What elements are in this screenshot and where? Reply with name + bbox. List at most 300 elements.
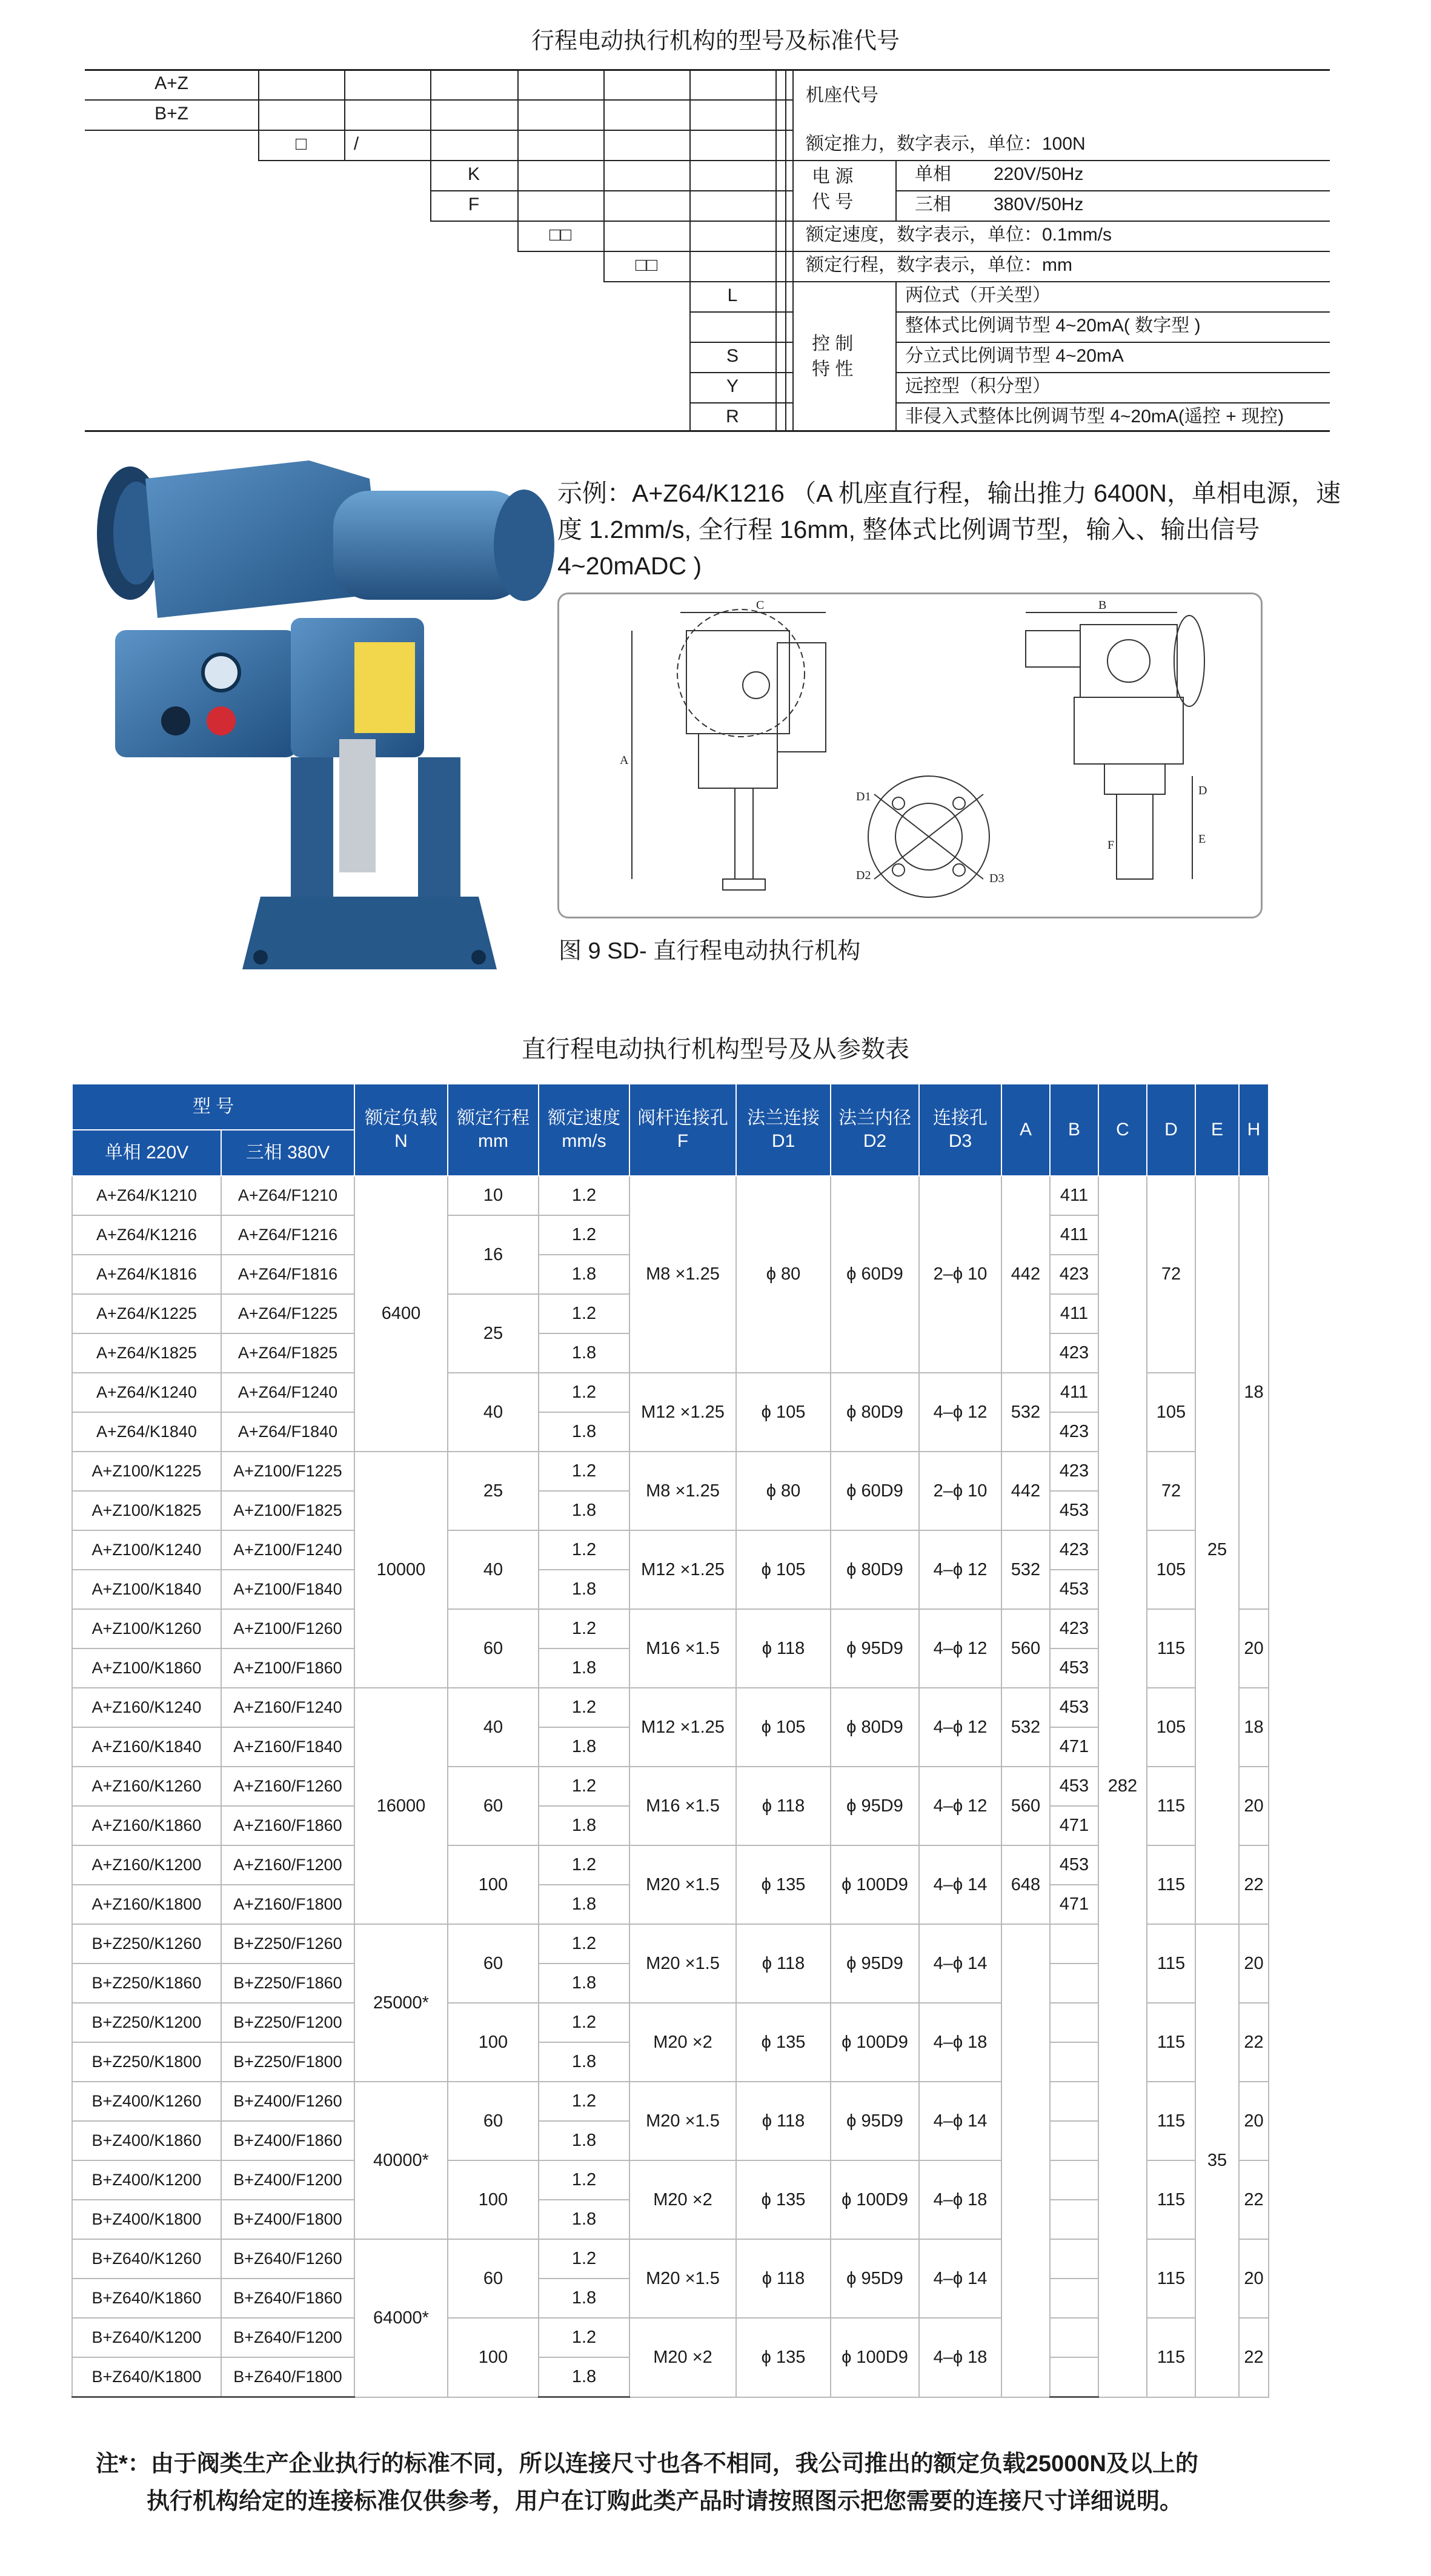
cell-model-single: A+Z64/K1825 [72, 1333, 221, 1373]
cell-inner: ϕ 95D9 [831, 1609, 919, 1688]
dimension-drawing [557, 593, 1263, 918]
cell-b [1050, 2239, 1098, 2279]
cell-b [1050, 2200, 1098, 2239]
dim-label-f: F [1107, 838, 1115, 852]
cell-model-three: B+Z640/F1260 [221, 2239, 354, 2279]
cell-model-single: A+Z160/K1840 [72, 1727, 221, 1767]
cell-stem: M12 ×1.25 [629, 1373, 736, 1452]
cell-a: 648 [1001, 1845, 1050, 1924]
example-text: 示例：A+Z64/K1216 （A 机座直行程，输出推力 6400N，单相电源，速度 1.2mm/s, 全行程 16mm, 整体式比例调节型，输入、输出信号 4~20mADC ) [557, 479, 1341, 580]
cell-speed: 1.2 [539, 1688, 629, 1727]
cell-hole: 4–ϕ 14 [919, 1845, 1001, 1924]
cell-stem: M20 ×2 [629, 2318, 736, 2397]
cell-stem: M20 ×1.5 [629, 2082, 736, 2160]
th-load [354, 1084, 448, 1176]
cell-speed: 1.8 [539, 1885, 629, 1924]
cell-b: 411 [1050, 1373, 1098, 1412]
cell-c: 282 [1098, 1176, 1147, 2397]
cell-b: 453 [1050, 1688, 1098, 1727]
th-e: E [1195, 1084, 1239, 1176]
cell-b: 453 [1050, 1767, 1098, 1806]
cell-d: 115 [1147, 2239, 1195, 2318]
table-row [72, 2082, 1269, 2121]
code-r: R [726, 407, 739, 427]
dim-label-b: B [1098, 599, 1107, 612]
cell-speed: 1.2 [539, 2082, 629, 2121]
cell-flange: ϕ 105 [736, 1373, 831, 1452]
cell-model-three: A+Z100/F1860 [221, 1648, 354, 1688]
cell-model-single: B+Z640/K1260 [72, 2239, 221, 2279]
cell-b: 411 [1050, 1294, 1098, 1333]
cell-b: 423 [1050, 1452, 1098, 1491]
cell-flange: ϕ 118 [736, 1767, 831, 1845]
cell-hole: 4–ϕ 14 [919, 2239, 1001, 2318]
cell-b [1050, 2082, 1098, 2121]
th-stem-unit: F [677, 1131, 689, 1151]
desc-ctrl-integral: 整体式比例调节型 4~20mA( 数字型 ) [905, 316, 1201, 336]
model-code-diagram [0, 0, 1431, 436]
cell-speed: 1.8 [539, 1648, 629, 1688]
cell-inner: ϕ 60D9 [831, 1452, 919, 1530]
cell-b: 453 [1050, 1845, 1098, 1885]
code-thrust-box: □ [295, 134, 307, 154]
cell-stem: M20 ×1.5 [629, 1845, 736, 1924]
cell-speed: 1.8 [539, 1255, 629, 1294]
cell-flange: ϕ 80 [736, 1176, 831, 1373]
table-row [72, 2160, 1269, 2200]
cell-model-single: A+Z64/K1210 [72, 1176, 221, 1215]
cell-speed: 1.8 [539, 1727, 629, 1767]
cell-e: 25 [1195, 1176, 1239, 1924]
cell-d: 115 [1147, 1767, 1195, 1845]
desc-single-phase: 单相 [915, 164, 951, 184]
desc-ctrl-r: 非侵入式整体比例调节型 4~20mA(遥控 + 现控) [905, 407, 1284, 427]
cell-model-three: A+Z100/F1825 [221, 1491, 354, 1530]
th-c: C [1098, 1084, 1147, 1176]
cell-stem: M8 ×1.25 [629, 1452, 736, 1530]
cell-model-three: A+Z64/F1240 [221, 1373, 354, 1412]
cell-speed: 1.2 [539, 1294, 629, 1333]
th-stroke-unit: mm [478, 1131, 508, 1151]
cell-model-three: A+Z64/F1816 [221, 1255, 354, 1294]
cell-stroke: 10 [448, 1176, 539, 1215]
cell-model-three: B+Z640/F1800 [221, 2357, 354, 2397]
cell-b: 423 [1050, 1255, 1098, 1294]
cell-speed: 1.2 [539, 2239, 629, 2279]
cell-model-three: B+Z250/F1260 [221, 1924, 354, 1964]
cell-hole: 4–ϕ 12 [919, 1609, 1001, 1688]
cell-model-three: A+Z64/F1825 [221, 1333, 354, 1373]
cell-flange: ϕ 135 [736, 2160, 831, 2239]
dim-label-d: D [1198, 784, 1207, 797]
cell-speed: 1.8 [539, 2121, 629, 2160]
cell-model-single: B+Z400/K1860 [72, 2121, 221, 2160]
cell-b: 453 [1050, 1648, 1098, 1688]
cell-flange: ϕ 135 [736, 2003, 831, 2082]
cell-speed: 1.2 [539, 1373, 629, 1412]
cell-speed: 1.2 [539, 1924, 629, 1964]
table-row [72, 1924, 1269, 1964]
code-prefix-bz: B+Z [154, 104, 188, 124]
cell-hole: 4–ϕ 12 [919, 1530, 1001, 1609]
cell-d: 115 [1147, 2082, 1195, 2160]
cell-hole: 4–ϕ 18 [919, 2003, 1001, 2082]
cell-stem: M20 ×1.5 [629, 2239, 736, 2318]
dim-label-a: A [620, 754, 629, 767]
cell-hole: 4–ϕ 18 [919, 2160, 1001, 2239]
cell-h: 20 [1239, 1609, 1269, 1688]
cell-flange: ϕ 105 [736, 1688, 831, 1767]
cell-model-single: A+Z160/K1240 [72, 1688, 221, 1727]
th-inner [831, 1084, 919, 1176]
footnote [96, 2445, 1368, 2520]
cell-flange: ϕ 135 [736, 1845, 831, 1924]
cell-flange: ϕ 105 [736, 1530, 831, 1609]
cell-d: 115 [1147, 2160, 1195, 2239]
cell-load: 16000 [354, 1688, 448, 1924]
cell-stem: M20 ×1.5 [629, 1924, 736, 2003]
cell-stem: M12 ×1.25 [629, 1530, 736, 1609]
desc-control-1: 控 制 [812, 334, 854, 354]
th-flange [736, 1084, 831, 1176]
cell-model-single: A+Z160/K1260 [72, 1767, 221, 1806]
cell-d: 72 [1147, 1176, 1195, 1373]
cell-load: 40000* [354, 2082, 448, 2239]
table-row [72, 2003, 1269, 2042]
cell-load: 6400 [354, 1176, 448, 1452]
cell-model-three: A+Z64/F1225 [221, 1294, 354, 1333]
cell-d: 115 [1147, 1845, 1195, 1924]
cell-model-three: B+Z250/F1200 [221, 2003, 354, 2042]
desc-single-phase-spec: 220V/50Hz [994, 164, 1084, 184]
code-s: S [726, 346, 739, 366]
code-l: L [727, 285, 738, 305]
cell-stroke: 100 [448, 2003, 539, 2082]
cell-hole: 2–ϕ 10 [919, 1452, 1001, 1530]
th-hole-label: 连接孔 [933, 1108, 988, 1128]
cell-inner: ϕ 100D9 [831, 2003, 919, 2082]
cell-b [1050, 2121, 1098, 2160]
cell-hole: 4–ϕ 14 [919, 2082, 1001, 2160]
cell-stroke: 60 [448, 2239, 539, 2318]
th-three-phase: 三相 380V [221, 1130, 354, 1176]
th-load-label: 额定负载 [365, 1108, 437, 1128]
table-row [72, 1530, 1269, 1570]
table-row [72, 1688, 1269, 1727]
desc-three-phase: 三相 [915, 194, 951, 214]
desc-ctrl-s: 分立式比例调节型 4~20mA [905, 346, 1124, 366]
th-stroke [448, 1084, 539, 1176]
cell-speed: 1.8 [539, 2042, 629, 2082]
th-model: 型 号 [72, 1084, 354, 1130]
cell-model-single: B+Z250/K1860 [72, 1964, 221, 2003]
cell-speed: 1.8 [539, 1491, 629, 1530]
cell-b: 471 [1050, 1727, 1098, 1767]
th-stroke-label: 额定行程 [457, 1108, 530, 1128]
cell-model-single: A+Z100/K1260 [72, 1609, 221, 1648]
cell-model-three: A+Z64/F1210 [221, 1176, 354, 1215]
cell-speed: 1.8 [539, 1412, 629, 1452]
th-single-phase: 单相 220V [72, 1130, 221, 1176]
cell-model-single: B+Z250/K1260 [72, 1924, 221, 1964]
code-y: Y [726, 376, 739, 396]
cell-stroke: 40 [448, 1373, 539, 1452]
cell-model-single: B+Z640/K1800 [72, 2357, 221, 2397]
cell-inner: ϕ 80D9 [831, 1530, 919, 1609]
cell-model-three: B+Z250/F1860 [221, 1964, 354, 2003]
cell-model-three: A+Z160/F1240 [221, 1688, 354, 1727]
cell-model-three: A+Z160/F1840 [221, 1727, 354, 1767]
cell-model-single: A+Z64/K1225 [72, 1294, 221, 1333]
cell-model-three: A+Z160/F1260 [221, 1767, 354, 1806]
cell-model-single: A+Z160/K1800 [72, 1885, 221, 1924]
cell-d: 72 [1147, 1452, 1195, 1530]
desc-frame-code: 机座代号 [806, 85, 878, 105]
th-speed [539, 1084, 629, 1176]
cell-model-single: B+Z250/K1800 [72, 2042, 221, 2082]
cell-a: 560 [1001, 1767, 1050, 1845]
cell-speed: 1.8 [539, 1964, 629, 2003]
cell-speed: 1.8 [539, 1333, 629, 1373]
cell-model-three: B+Z250/F1800 [221, 2042, 354, 2082]
cell-model-three: A+Z64/F1840 [221, 1412, 354, 1452]
th-h: H [1239, 1084, 1269, 1176]
cell-hole: 4–ϕ 12 [919, 1767, 1001, 1845]
th-d: D [1147, 1084, 1195, 1176]
cell-stroke: 60 [448, 1609, 539, 1688]
th-flange-unit: D1 [771, 1131, 795, 1151]
cell-model-single: B+Z400/K1260 [72, 2082, 221, 2121]
cell-stem: M12 ×1.25 [629, 1688, 736, 1767]
cell-speed: 1.8 [539, 2200, 629, 2239]
cell-flange: ϕ 118 [736, 1609, 831, 1688]
cell-speed: 1.8 [539, 2357, 629, 2397]
cell-speed: 1.2 [539, 1609, 629, 1648]
cell-inner: ϕ 100D9 [831, 2160, 919, 2239]
cell-h: 22 [1239, 2318, 1269, 2397]
table-row [72, 2318, 1269, 2357]
cell-stroke: 40 [448, 1688, 539, 1767]
cell-h: 20 [1239, 2082, 1269, 2160]
cell-inner: ϕ 100D9 [831, 2318, 919, 2397]
cell-stroke: 60 [448, 1767, 539, 1845]
cell-model-single: A+Z100/K1860 [72, 1648, 221, 1688]
cell-d: 105 [1147, 1373, 1195, 1452]
cell-flange: ϕ 135 [736, 2318, 831, 2397]
desc-control-2: 特 性 [812, 359, 854, 379]
cell-model-three: A+Z100/F1260 [221, 1609, 354, 1648]
cell-speed: 1.8 [539, 1806, 629, 1845]
cell-flange: ϕ 118 [736, 1924, 831, 2003]
desc-rated-stroke: 额定行程，数字表示，单位：mm [806, 255, 1072, 275]
cell-a: 532 [1001, 1530, 1050, 1609]
cell-h: 20 [1239, 1767, 1269, 1845]
cell-model-three: B+Z400/F1860 [221, 2121, 354, 2160]
cell-load: 25000* [354, 1924, 448, 2082]
cell-h: 18 [1239, 1176, 1269, 1609]
cell-inner: ϕ 100D9 [831, 1845, 919, 1924]
th-speed-unit: mm/s [562, 1131, 606, 1151]
cell-b: 453 [1050, 1491, 1098, 1530]
table-title: 直行程电动执行机构型号及从参数表 [522, 1036, 909, 1063]
cell-a [1001, 1924, 1050, 2397]
cell-hole: 4–ϕ 14 [919, 1924, 1001, 2003]
dim-label-d1: D1 [856, 790, 871, 803]
dim-label-c: C [756, 599, 765, 612]
cell-inner: ϕ 95D9 [831, 2239, 919, 2318]
cell-speed: 1.2 [539, 2160, 629, 2200]
cell-flange: ϕ 80 [736, 1452, 831, 1530]
th-inner-unit: D2 [863, 1131, 887, 1151]
cell-model-three: B+Z640/F1860 [221, 2279, 354, 2318]
cell-model-three: A+Z100/F1240 [221, 1530, 354, 1570]
cell-stroke: 16 [448, 1215, 539, 1294]
cell-d: 115 [1147, 2003, 1195, 2082]
cell-hole: 2–ϕ 10 [919, 1176, 1001, 1373]
cell-model-single: A+Z100/K1225 [72, 1452, 221, 1491]
cell-b: 411 [1050, 1176, 1098, 1215]
cell-a: 532 [1001, 1688, 1050, 1767]
cell-model-single: A+Z100/K1240 [72, 1530, 221, 1570]
cell-model-single: B+Z400/K1200 [72, 2160, 221, 2200]
th-b: B [1050, 1084, 1098, 1176]
cell-inner: ϕ 60D9 [831, 1176, 919, 1373]
footnote-line-1: 注*：由于阀类生产企业执行的标准不同，所以连接尺寸也各不相同，我公司推出的额定负载25000N及以上的 [96, 2451, 1198, 2477]
cell-model-single: A+Z64/K1216 [72, 1215, 221, 1255]
cell-stem: M20 ×2 [629, 2160, 736, 2239]
cell-b [1050, 2160, 1098, 2200]
cell-stroke: 25 [448, 1294, 539, 1373]
th-hole [919, 1084, 1001, 1176]
code-slash: / [353, 134, 359, 154]
dim-label-d3: D3 [989, 872, 1004, 885]
cell-h: 18 [1239, 1688, 1269, 1767]
cell-d: 115 [1147, 2318, 1195, 2397]
th-speed-label: 额定速度 [548, 1108, 620, 1128]
cell-b [1050, 2318, 1098, 2357]
cell-model-three: B+Z400/F1800 [221, 2200, 354, 2239]
cell-model-three: A+Z160/F1800 [221, 1885, 354, 1924]
cell-speed: 1.8 [539, 1570, 629, 1609]
cell-b: 423 [1050, 1333, 1098, 1373]
cell-stem: M8 ×1.25 [629, 1176, 736, 1373]
cell-load: 64000* [354, 2239, 448, 2397]
cell-load: 10000 [354, 1452, 448, 1688]
cell-h: 22 [1239, 1845, 1269, 1924]
footnote-line-2: 执行机构给定的连接标准仅供参考，用户在订购此类产品时请按照图示把您需要的连接尺寸详细说明。 [147, 2489, 1183, 2514]
dim-label-d2: D2 [856, 869, 871, 882]
cell-speed: 1.2 [539, 1215, 629, 1255]
cell-model-single: A+Z100/K1825 [72, 1491, 221, 1530]
cell-model-single: B+Z250/K1200 [72, 2003, 221, 2042]
cell-model-single: A+Z64/K1840 [72, 1412, 221, 1452]
cell-model-three: A+Z100/F1840 [221, 1570, 354, 1609]
desc-rated-speed: 额定速度，数字表示，单位：0.1mm/s [806, 225, 1112, 245]
cell-h: 22 [1239, 2003, 1269, 2082]
desc-ctrl-l: 两位式（开关型） [905, 285, 1051, 305]
th-stem [629, 1084, 736, 1176]
cell-model-three: B+Z400/F1260 [221, 2082, 354, 2121]
cell-inner: ϕ 95D9 [831, 1924, 919, 2003]
cell-stroke: 60 [448, 2082, 539, 2160]
cell-stem: M16 ×1.5 [629, 1609, 736, 1688]
cell-model-single: B+Z400/K1800 [72, 2200, 221, 2239]
cell-b: 471 [1050, 1806, 1098, 1845]
cell-model-single: B+Z640/K1200 [72, 2318, 221, 2357]
th-hole-unit: D3 [948, 1131, 972, 1151]
cell-a: 532 [1001, 1373, 1050, 1452]
figure-caption: 图 9 SD- 直行程电动执行机构 [559, 938, 861, 964]
dim-label-e: E [1198, 832, 1206, 846]
cell-speed: 1.2 [539, 1176, 629, 1215]
desc-power-code-2: 代 号 [812, 192, 854, 212]
table-row [72, 1176, 1269, 1215]
cell-stroke: 60 [448, 1924, 539, 2003]
code-speed-box: □□ [549, 225, 572, 245]
cell-stroke: 100 [448, 1845, 539, 1924]
table-row [72, 1452, 1269, 1491]
table-row [72, 1767, 1269, 1806]
cell-model-single: A+Z160/K1860 [72, 1806, 221, 1845]
cell-b [1050, 1924, 1098, 1964]
code-stroke-box: □□ [635, 255, 658, 275]
desc-three-phase-spec: 380V/50Hz [994, 194, 1084, 214]
th-flange-label: 法兰连接 [747, 1108, 820, 1128]
code-k: K [467, 164, 480, 184]
cell-stem: M16 ×1.5 [629, 1767, 736, 1845]
cell-b [1050, 1964, 1098, 2003]
code-f: F [468, 194, 480, 214]
cell-model-single: A+Z160/K1200 [72, 1845, 221, 1885]
cell-d: 105 [1147, 1530, 1195, 1609]
cell-stroke: 40 [448, 1530, 539, 1609]
cell-b: 423 [1050, 1412, 1098, 1452]
cell-b [1050, 2357, 1098, 2397]
th-a: A [1001, 1084, 1050, 1176]
desc-power-code-1: 电 源 [812, 167, 854, 187]
cell-stroke: 100 [448, 2318, 539, 2397]
cell-a: 442 [1001, 1452, 1050, 1530]
th-stem-label: 阀杆连接孔 [637, 1108, 728, 1128]
desc-ctrl-y: 远控型（积分型） [905, 376, 1051, 396]
cell-e: 35 [1195, 1924, 1239, 2397]
cell-flange: ϕ 118 [736, 2239, 831, 2318]
cell-d: 115 [1147, 1609, 1195, 1688]
cell-model-three: B+Z640/F1200 [221, 2318, 354, 2357]
desc-rated-thrust: 额定推力，数字表示，单位：100N [806, 134, 1086, 154]
cell-speed: 1.8 [539, 2279, 629, 2318]
cell-a: 442 [1001, 1176, 1050, 1373]
cell-hole: 4–ϕ 18 [919, 2318, 1001, 2397]
cell-speed: 1.2 [539, 1452, 629, 1491]
cell-model-three: A+Z160/F1200 [221, 1845, 354, 1885]
cell-stroke: 100 [448, 2160, 539, 2239]
cell-inner: ϕ 95D9 [831, 2082, 919, 2160]
table-row [72, 2239, 1269, 2279]
cell-model-three: A+Z64/F1216 [221, 1215, 354, 1255]
cell-stroke: 25 [448, 1452, 539, 1530]
table-row [72, 1373, 1269, 1412]
cell-b: 411 [1050, 1215, 1098, 1255]
code-prefix-az: A+Z [154, 73, 188, 93]
param-table-body [72, 1176, 1269, 2397]
cell-a: 560 [1001, 1609, 1050, 1688]
cell-h: 20 [1239, 2239, 1269, 2318]
cell-b: 423 [1050, 1609, 1098, 1648]
table-row [72, 1609, 1269, 1648]
cell-speed: 1.2 [539, 2003, 629, 2042]
cell-inner: ϕ 95D9 [831, 1767, 919, 1845]
